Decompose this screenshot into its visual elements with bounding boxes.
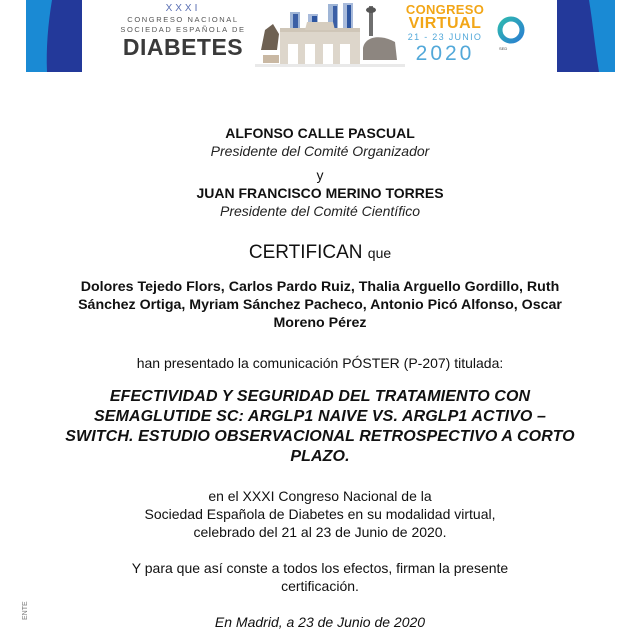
place-and-date: En Madrid, a 23 de Junio de 2020: [214, 614, 426, 630]
signer2-role: Presidente del Comité Científico: [220, 203, 420, 219]
certify-statement: [60, 242, 580, 264]
conjunction: y: [316, 167, 324, 183]
logo-brand: DIABETES: [122, 34, 244, 60]
certify-suffix: que: [367, 245, 392, 261]
certificate-body: [60, 124, 580, 631]
virtual-dates: 21 - 23 JUNIO: [407, 32, 483, 42]
poster-title: EFECTIVIDAD Y SEGURIDAD DEL TRATAMIENTO CON SEMAGLUTIDE SC: ARGLP1 NAIVE VS. ARGLP1 ACTIVO – SWITCH. ESTUDIO OBSERVACIONAL RETROSPECTIVO A CORTO PLAZO.: [65, 388, 575, 465]
sed-ring-logo-icon: [493, 14, 543, 58]
virtual-congress-badge: [400, 3, 490, 65]
congress-logo: [108, 3, 258, 59]
signer2-name: JUAN FRANCISCO MERINO TORRES: [196, 185, 444, 201]
vertical-side-text: ENTE: [22, 601, 29, 620]
poster-intro: han presentado la comunicación PÓSTER (P-207) titulada:: [136, 355, 504, 371]
signer1-name: ALFONSO CALLE PASCUAL: [225, 125, 415, 141]
virtual-line1: CONGRESO: [405, 2, 485, 17]
closing-statement: Y para que así conste a todos los efectos, firman la presente certificación.: [131, 560, 509, 594]
virtual-line2: VIRTUAL: [408, 15, 482, 32]
logo-line2: SOCIEDAD ESPAÑOLA DE: [120, 25, 246, 34]
virtual-year: 2020: [415, 42, 475, 65]
edition-number: XXXI: [165, 3, 201, 14]
venue-line2: Sociedad Española de Diabetes en su modalidad virtual,: [144, 506, 496, 522]
authors-list: Dolores Tejedo Flors, Carlos Pardo Ruiz, Thalia Arguello Gordillo, Ruth Sánchez Ortiga, Myriam Sánchez Pacheco, Antonio Picó Alfonso, Oscar Moreno Pérez: [78, 279, 562, 331]
logo-line1: CONGRESO NACIONAL: [127, 15, 239, 24]
venue-text: [60, 487, 580, 541]
header-banner: [0, 0, 640, 74]
venue-line3: celebrado del 21 al 23 de Junio de 2020.: [193, 524, 447, 540]
venue-line1: en el XXXI Congreso Nacional de la: [208, 488, 432, 504]
right-blue-stripe: [557, 0, 615, 72]
left-blue-stripe: [26, 0, 82, 72]
madrid-monuments-illustration: [255, 0, 405, 70]
sed-label: SED: [499, 46, 508, 51]
signer1-role: Presidente del Comité Organizador: [210, 143, 430, 159]
certify-word: CERTIFICAN: [248, 242, 363, 263]
